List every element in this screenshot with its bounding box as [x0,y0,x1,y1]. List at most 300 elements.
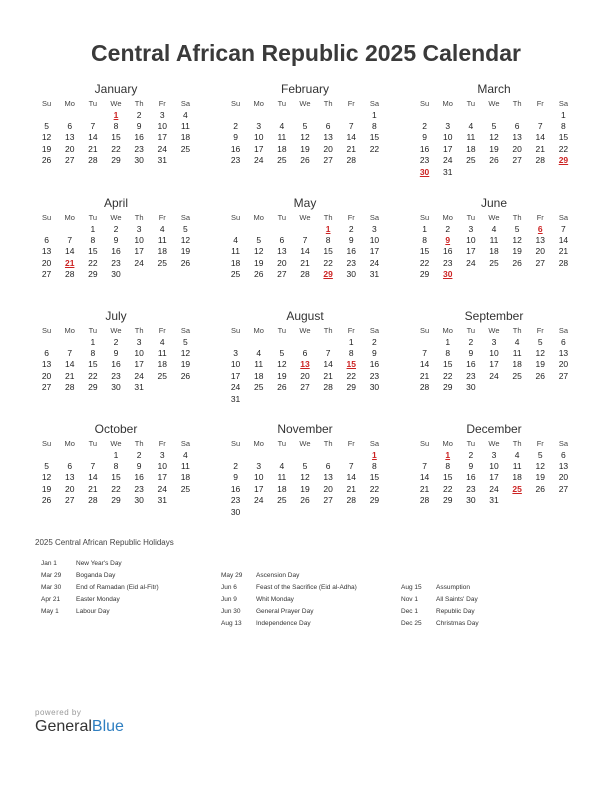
day-cell: 4 [183,109,188,120]
weekday-header: Tu [88,212,98,222]
day-cell: 25 [489,257,499,268]
day-cell: 17 [442,143,453,154]
day-cell [224,109,247,120]
weekday-header: Th [134,98,144,108]
weekday-header: Tu [277,212,287,222]
month-name: February [280,82,330,96]
day-cell: 21 [535,143,545,154]
day-cell: 3 [136,223,142,234]
day-cell: 22 [369,143,380,154]
weekday-header: Su [419,438,430,448]
day-cell: 24 [157,483,167,494]
day-cell [58,109,81,120]
week-row [413,370,575,381]
weekday-header: Fr [536,212,544,222]
day-cell: 13 [41,246,52,257]
day-cell: 13 [277,246,287,257]
day-cell: 28 [535,155,545,166]
day-cell: 10 [253,472,264,483]
day-cell: 16 [134,132,144,143]
weekday-header: Th [323,212,333,222]
day-cell: 26 [41,495,52,506]
holiday-day-cell: 21 [64,257,75,268]
day-cell: 25 [157,370,167,381]
day-cell: 6 [302,348,308,359]
day-cell: 20 [323,143,333,154]
day-cell: 21 [558,246,569,257]
holiday-day-cell: 1 [325,223,331,234]
day-cell [529,269,552,280]
day-cell: 4 [233,235,238,246]
day-cell [293,223,316,234]
day-cell: 26 [535,370,545,381]
week-row [35,155,197,166]
week-row [35,223,197,234]
day-cell: 4 [256,348,262,359]
calendar-title: Central African Republic 2025 Calendar [91,40,521,66]
day-cell [247,109,270,120]
day-cell: 13 [41,359,52,370]
day-cell: 9 [422,132,427,143]
day-cell: 9 [113,235,119,246]
day-cell: 15 [369,472,380,483]
day-cell: 30 [134,155,144,166]
day-cell: 4 [183,449,188,460]
day-cell [270,449,293,460]
day-cell: 7 [422,348,427,359]
month-name: July [105,309,127,323]
day-cell [363,393,386,404]
day-cell: 19 [41,143,52,154]
holiday-name: General Prayer Day [256,608,314,615]
week-row [35,495,197,506]
day-cell: 5 [44,461,49,472]
day-cell: 12 [300,132,310,143]
weekday-header: Sa [180,325,191,335]
day-cell: 9 [468,348,474,359]
weekday-header: Mo [253,325,264,335]
day-cell: 19 [180,246,191,257]
day-cell: 6 [44,235,49,246]
day-cell: 5 [537,336,543,347]
day-cell: 12 [180,348,191,359]
holiday-date: Aug 15 [401,584,422,591]
day-cell: 19 [535,472,545,483]
day-cell: 2 [468,449,474,460]
weekday-header: We [299,98,311,108]
holiday-item [401,594,479,606]
day-cell: 16 [230,483,241,494]
holiday-name: Labour Day [76,608,110,615]
holiday-name: End of Ramadan (Eid al-Fitr) [76,584,159,591]
weekday-header: We [110,98,122,108]
holiday-item [221,618,357,630]
day-cell: 9 [348,235,354,246]
month-september [413,308,575,393]
day-cell: 8 [113,461,119,472]
day-cell [35,109,58,120]
week-row [413,472,575,483]
week-row [224,382,386,393]
day-cell [529,495,552,506]
day-cell: 23 [134,483,144,494]
day-cell: 24 [253,495,264,506]
day-cell: 29 [346,382,356,393]
holiday-date: Aug 13 [221,620,242,627]
day-cell: 3 [159,109,165,120]
day-cell: 30 [369,382,380,393]
day-cell [459,269,482,280]
day-cell: 18 [157,359,167,370]
week-row [224,472,386,483]
day-cell: 17 [489,359,499,370]
day-cell: 14 [64,246,75,257]
brand-footer [35,708,124,736]
day-cell [413,109,436,120]
day-cell: 5 [183,336,188,347]
day-cell [317,449,340,460]
day-cell: 27 [512,155,522,166]
day-cell: 12 [41,132,52,143]
weekday-header: Mo [64,325,75,335]
day-cell: 3 [468,223,474,234]
day-cell [224,449,247,460]
day-cell: 30 [466,382,476,393]
weekday-header: Fr [347,98,355,108]
month-january [35,81,197,166]
day-cell [293,393,316,404]
weekday-header: Sa [180,212,191,222]
week-row [413,155,575,166]
weekday-header: Th [134,438,144,448]
day-cell: 28 [346,495,356,506]
day-cell: 18 [512,359,522,370]
day-cell: 25 [157,257,167,268]
holiday-name: Ascension Day [256,572,300,579]
week-row [35,109,197,120]
day-cell [317,393,340,404]
day-cell: 27 [41,382,52,393]
holiday-item [41,582,159,594]
month-name: November [277,422,333,436]
holiday-day-cell: 30 [419,166,430,177]
holiday-item [41,570,159,582]
day-cell: 7 [90,121,96,132]
day-cell: 21 [346,483,356,494]
day-cell: 31 [134,382,144,393]
day-cell [506,495,529,506]
weekday-header: Tu [466,325,476,335]
weekday-header: Fr [536,325,544,335]
day-cell: 12 [41,472,52,483]
day-cell: 26 [300,495,310,506]
day-cell: 24 [466,257,476,268]
day-cell: 2 [136,109,142,120]
day-cell: 20 [512,143,522,154]
day-cell: 7 [422,461,427,472]
day-cell: 27 [41,269,52,280]
day-cell: 26 [277,382,287,393]
day-cell: 10 [157,121,167,132]
day-cell: 11 [157,348,167,359]
weekday-header: Th [134,325,144,335]
weekday-header: We [488,325,500,335]
day-cell: 8 [113,121,119,132]
weekday-header: Mo [64,438,75,448]
day-cell: 24 [134,257,144,268]
day-cell [506,269,529,280]
day-cell: 13 [323,472,333,483]
day-cell: 8 [90,348,96,359]
weekday-header: Fr [536,438,544,448]
day-cell: 19 [300,483,310,494]
day-cell [317,336,340,347]
day-cell: 23 [230,155,241,166]
day-cell: 20 [558,359,569,370]
day-cell: 28 [346,155,356,166]
day-cell: 11 [277,472,287,483]
week-row [35,234,197,245]
holiday-column [401,582,479,630]
day-cell: 29 [419,269,430,280]
day-cell: 23 [466,370,476,381]
day-cell: 12 [535,348,545,359]
day-cell: 14 [346,132,356,143]
month-table [35,211,197,280]
day-cell: 3 [372,223,377,234]
day-cell [529,109,552,120]
day-cell [317,109,340,120]
weekday-header: Tu [466,212,476,222]
day-cell: 7 [67,235,73,246]
day-cell: 18 [489,246,499,257]
day-cell: 7 [561,223,566,234]
week-row [224,246,386,257]
day-cell [174,269,197,280]
week-row [35,370,197,381]
day-cell: 25 [512,370,522,381]
week-row [413,234,575,245]
day-cell: 26 [253,269,264,280]
day-cell: 23 [346,257,356,268]
holiday-date: Dec 1 [401,608,418,615]
holiday-name: Whit Monday [256,596,294,603]
day-cell [482,109,505,120]
day-cell: 6 [67,461,73,472]
day-cell: 22 [419,257,430,268]
weekday-header: Su [230,325,241,335]
day-cell: 24 [230,382,241,393]
day-cell: 1 [90,223,96,234]
day-cell: 13 [535,235,545,246]
day-cell: 15 [88,246,98,257]
month-table [224,324,386,404]
weekday-header: Fr [158,438,166,448]
day-cell: 21 [323,370,333,381]
day-cell: 19 [180,359,191,370]
day-cell: 18 [512,472,522,483]
month-april [35,195,197,280]
day-cell: 22 [442,483,453,494]
weekday-header: Su [230,438,241,448]
day-cell [247,449,270,460]
holiday-day-cell: 13 [300,359,310,370]
month-table [413,437,575,506]
day-cell: 6 [561,449,566,460]
day-cell [224,223,247,234]
weekday-header: Su [230,212,241,222]
weekday-header: We [299,325,311,335]
weekday-header: Th [323,438,333,448]
day-cell: 21 [346,143,356,154]
day-cell [35,449,58,460]
weekday-header: Fr [158,98,166,108]
week-row [413,336,575,347]
day-cell: 2 [372,336,377,347]
day-cell: 26 [180,257,191,268]
day-cell: 13 [558,461,569,472]
day-cell: 12 [180,235,191,246]
day-cell: 27 [277,269,287,280]
day-cell [506,109,529,120]
day-cell: 4 [491,223,497,234]
day-cell: 30 [111,382,121,393]
holiday-column [41,558,159,618]
week-row [413,223,575,234]
day-cell: 1 [445,336,451,347]
week-row [35,449,197,460]
holiday-day-cell: 25 [512,483,522,494]
day-cell: 6 [44,348,49,359]
day-cell [151,382,174,393]
day-cell: 13 [558,348,569,359]
weekday-header: Fr [158,212,166,222]
month-december [413,421,575,506]
day-cell: 20 [64,483,75,494]
week-row [413,257,575,268]
day-cell: 31 [230,393,241,404]
day-cell: 30 [111,269,121,280]
day-cell: 8 [372,461,377,472]
day-cell: 12 [535,461,545,472]
day-cell: 8 [561,121,566,132]
day-cell: 10 [489,461,499,472]
day-cell: 11 [512,348,522,359]
week-row [224,506,386,517]
day-cell [340,449,363,460]
day-cell: 30 [134,495,144,506]
day-cell [552,166,575,177]
week-row [224,347,386,358]
day-cell: 12 [277,359,287,370]
weekday-header: Mo [442,325,453,335]
day-cell: 26 [512,257,522,268]
weekday-header: Sa [558,212,569,222]
week-row [224,132,386,143]
weekday-header: Tu [277,325,287,335]
day-cell [174,382,197,393]
week-row [35,120,197,131]
weekday-header: Fr [347,212,355,222]
week-row [413,359,575,370]
month-table [413,324,575,393]
day-cell: 24 [253,155,264,166]
holiday-item [221,570,357,582]
day-cell: 3 [491,449,497,460]
week-row [224,359,386,370]
day-cell: 3 [159,449,165,460]
day-cell: 10 [157,461,167,472]
day-cell [247,223,270,234]
weekday-header: Sa [369,325,380,335]
day-cell: 1 [422,223,427,234]
day-cell: 8 [90,235,96,246]
day-cell [506,166,529,177]
day-cell: 11 [466,132,476,143]
day-cell: 17 [157,472,167,483]
day-cell: 1 [348,336,354,347]
day-cell: 23 [466,483,476,494]
holiday-item [41,606,159,618]
day-cell: 24 [134,370,144,381]
day-cell [270,109,293,120]
day-cell: 5 [302,121,308,132]
day-cell: 10 [466,235,476,246]
month-february [224,81,386,166]
day-cell: 9 [468,461,474,472]
week-row [224,370,386,381]
holiday-date: Jan 1 [41,560,57,567]
day-cell: 4 [468,121,474,132]
day-cell: 23 [111,257,121,268]
day-cell: 3 [233,348,238,359]
day-cell: 29 [369,495,380,506]
day-cell: 19 [277,370,287,381]
weekday-header: Th [512,212,522,222]
day-cell: 9 [136,121,142,132]
day-cell: 5 [537,449,543,460]
day-cell: 18 [466,143,476,154]
day-cell [413,336,436,347]
weekday-header: Fr [536,98,544,108]
holiday-item [401,618,479,630]
day-cell: 25 [277,155,287,166]
holiday-date: Dec 25 [401,620,422,627]
month-name: September [464,309,524,323]
weekday-header: Sa [369,438,380,448]
day-cell: 4 [159,336,165,347]
weekday-header: Th [323,98,333,108]
week-row [413,460,575,471]
day-cell: 28 [64,382,75,393]
weekday-header: Th [512,325,522,335]
week-row [224,269,386,280]
day-cell: 5 [514,223,520,234]
day-cell: 22 [558,143,569,154]
day-cell [270,336,293,347]
day-cell: 30 [346,269,356,280]
day-cell: 19 [253,257,264,268]
day-cell [293,336,316,347]
day-cell: 15 [111,132,121,143]
weekday-header: Fr [347,325,355,335]
holidays-heading: 2025 Central African Republic Holidays [35,538,174,547]
day-cell: 3 [256,461,262,472]
day-cell: 7 [90,461,96,472]
day-cell: 16 [346,246,356,257]
weekday-header: Th [512,438,522,448]
day-cell: 26 [489,155,499,166]
